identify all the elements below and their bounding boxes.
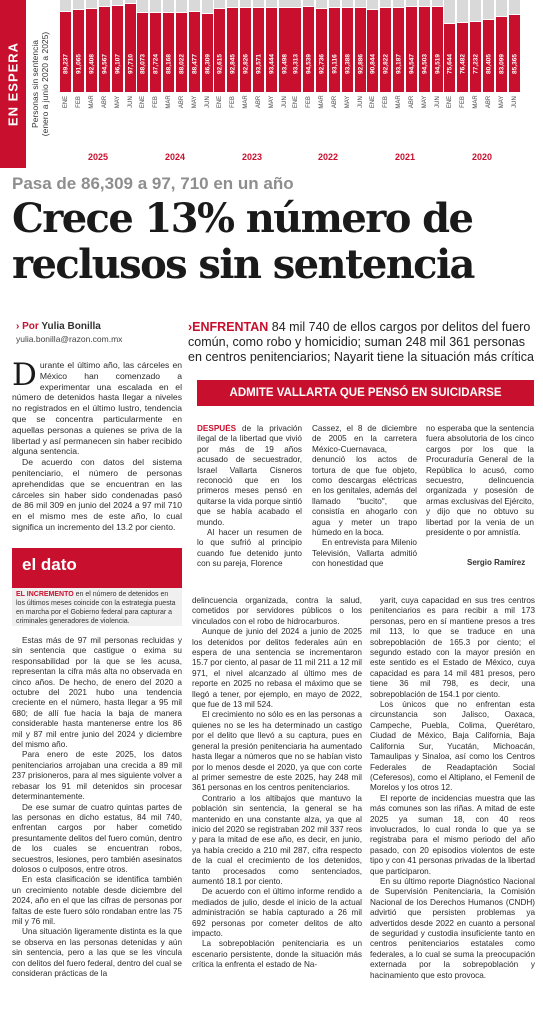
kicker: Pasa de 86,309 a 97, 710 en un año: [12, 174, 294, 193]
pull-bar: ADMITE VALLARTA QUE PENSÓ EN SUICIDARSE: [197, 380, 534, 406]
value-label-text: 96,107: [114, 54, 121, 74]
bar-bg: [279, 0, 290, 7]
value-label-text: 91,065: [75, 54, 82, 74]
sidebar-col-2: [312, 424, 417, 594]
month-label-text: JUN: [511, 96, 518, 108]
deck-lead: ›ENFRENTAN: [188, 320, 269, 334]
c1-paragraph: Para enero de este 2025, los datos penitenciarios arrojaban una crecida a 89 mil 237 prisioneros, para al mes siguiente volver a rebasar los 91 mil detenidos sin procesar determinantemente.: [12, 750, 182, 802]
value-label: [303, 36, 314, 92]
value-label-text: 89,237: [62, 54, 69, 74]
value-label-text: 94,519: [434, 54, 441, 74]
el-dato-body: en el número de detenidos en los últimos meses coincide con la estrategia puesta en marcha por el Gobierno federal para capturar a criminales generadores de violencia.: [16, 591, 176, 625]
month-label: [444, 94, 455, 110]
month-label-text: JUN: [281, 96, 288, 108]
month-label-text: ABR: [408, 95, 415, 109]
month-label-text: FEB: [382, 96, 389, 108]
value-label: [470, 36, 481, 92]
value-label-text: 85,365: [511, 54, 518, 74]
value-label-text: 87,724: [152, 54, 159, 74]
value-label: [419, 36, 430, 92]
value-label: [176, 36, 187, 92]
year-label: 2021: [394, 152, 416, 162]
value-label-text: 77,232: [472, 54, 479, 74]
el-dato-text: [12, 588, 182, 626]
value-label-text: 86,309: [204, 54, 211, 74]
c4a-paragraph: no esperaba que la sentencia fuera absolutoria de los cinco cargos por los que la Procuraduría General de la República lo acusó, como secuestro, delincuencia organizada y posesión de armas exclusivas del Ejército, y dijo que no obtuvo su libertad por la venia de un presidente o por amnistía.: [426, 424, 534, 538]
value-label: [406, 36, 417, 92]
lead-p1: urante el último año, las cárceles en México han comenzado a experimentar una escalada en el número de detenidos hasta llegar a niveles no registrados en el último lustro, tendencia que se concentra particularmente en aquellas personas a quienes se priva de la libertad y así permanecen sin haber recibido alguna sentencia.: [12, 360, 182, 457]
value-label-text: 76,482: [459, 54, 466, 74]
month-label: [303, 94, 314, 110]
month-label: [406, 94, 417, 110]
el-dato-box: [12, 548, 182, 588]
value-label: [316, 36, 327, 92]
c1-paragraph: De ese sumar de cuatro quintas partes de las personas en dicho estatus, 84 mil 740, enfrentan cargos por haber cometido presuntamente delitos del fuero común, dentro de los cuales se encuentran robos, secuestros, lesiones, pero también asesinatos dolosos o culposos, entre otros.: [12, 802, 182, 874]
month-label-text: ENE: [446, 95, 453, 109]
month-label: [290, 94, 301, 110]
month-label-text: FEB: [229, 96, 236, 108]
month-label-text: JUN: [204, 96, 211, 108]
year-label: 2020: [471, 152, 493, 162]
bar-bg: [163, 0, 174, 12]
value-label: [483, 36, 494, 92]
month-label: [73, 94, 84, 110]
month-label-text: ABR: [178, 95, 185, 109]
c1-paragraph: Estas más de 97 mil personas recluidas y sin sentencia que castigue o exima su responsabilidad por la que se les acusa, representan la cifra más alta no observada en cinco años. De hecho, de enero del 2020 a octubre del 2021 hubo una tendencia creciente en el número, hasta llegar a 95 mil 680; de allí fue hacia la baja de manera considerable hasta mantenerse entre los 86 mil y 87 mil entre junio del 2024 y diciembre del mismo año.: [12, 636, 182, 750]
deck-text: 84 mil 740 de ellos cargos por delitos del fuero común, como robo y homicidio; suman 248 mil 361 personas en centros penitenciarios; Nayarit tiene la situación más crítica: [188, 320, 534, 364]
month-label-text: JUN: [434, 96, 441, 108]
c1-paragraph: En esta clasificación se identifica también un crecimiento notable desde diciembre del 2024, año en el que las cifras de personas por faltas de este fuero sólo rondaban entre las 75 mil y 76 mil.: [12, 875, 182, 926]
value-label: [86, 36, 97, 92]
value-label-text: 94,503: [421, 54, 428, 74]
bar-bg: [137, 0, 148, 12]
month-label: [227, 94, 238, 110]
c3a-paragraph: En entrevista para Milenio Televisión, Vallarta admitió con honestidad que: [312, 538, 417, 569]
month-label-text: MAR: [242, 95, 249, 109]
value-label: [253, 36, 264, 92]
month-label-text: JUN: [357, 96, 364, 108]
bar-bg: [99, 0, 110, 6]
value-label: [60, 36, 71, 92]
bar-bg: [367, 0, 378, 9]
month-label-text: ENE: [216, 95, 223, 109]
byline-email[interactable]: yulia.bonilla@razon.com.mx: [16, 334, 123, 344]
dropcap: D: [12, 360, 37, 393]
bar-bg: [60, 0, 71, 11]
value-label-text: 94,547: [408, 54, 415, 74]
month-label: [419, 94, 430, 110]
bar-bg: [380, 0, 391, 7]
month-label-text: MAY: [191, 95, 198, 109]
c2-paragraph: La sobrepoblación penitenciaria es un escenario persistente, donde la situación más crítica la enfrenta el estado de Na-: [192, 939, 362, 970]
value-label: [367, 36, 378, 92]
month-label: [137, 94, 148, 110]
month-label: [202, 94, 213, 110]
month-label: [342, 94, 353, 110]
month-label: [509, 94, 520, 110]
value-label-text: 93,388: [344, 54, 351, 74]
c3a-paragraph: Cassez, el 8 de diciembre de 2005 en la carretera México-Cuernavaca, denunció los actos de tortura de que fue objeto, como descargas eléctricas en los genitales, además del llamado "bucito", que consistía en ahogarlo con agua y meter un trapo húmedo en la boca.: [312, 424, 417, 538]
month-label-text: MAY: [114, 95, 121, 109]
bar-bg: [189, 0, 200, 11]
month-label: [150, 94, 161, 110]
month-label-text: ENE: [292, 95, 299, 109]
value-label: [240, 36, 251, 92]
value-label-text: 93,187: [395, 54, 402, 74]
value-label-text: 93,444: [268, 54, 275, 74]
bar-bg: [253, 0, 264, 7]
body-col-1: [12, 636, 182, 1024]
month-label: [189, 94, 200, 110]
month-label-text: MAY: [498, 95, 505, 109]
byline-name: Yulia Bonilla: [41, 321, 101, 332]
month-label: [393, 94, 404, 110]
month-label-text: FEB: [305, 96, 312, 108]
bar-bg: [470, 0, 481, 21]
value-label-text: 92,408: [88, 54, 95, 74]
value-label: [73, 36, 84, 92]
month-label: [380, 94, 391, 110]
c2a-paragraph: Al hacer un resumen de lo que sufrió al principio cuando fue detenido junto con su pareja, Florence: [197, 528, 302, 569]
bar-bg: [290, 0, 301, 7]
month-label-text: MAY: [268, 95, 275, 109]
value-label-text: 92,736: [318, 54, 325, 74]
month-label-text: ABR: [485, 95, 492, 109]
bar-bg: [150, 0, 161, 12]
bar-bg: [214, 0, 225, 8]
month-label: [99, 94, 110, 110]
value-label: [342, 36, 353, 92]
value-label: [432, 36, 443, 92]
month-label: [355, 94, 366, 110]
month-label-text: MAY: [344, 95, 351, 109]
month-label-text: ENE: [62, 95, 69, 109]
value-label-text: 80,405: [485, 54, 492, 74]
bar-bg: [393, 0, 404, 7]
body-col-3: [370, 596, 535, 1024]
month-label-text: MAY: [421, 95, 428, 109]
bar-bg: [432, 0, 443, 6]
year-label: 2022: [317, 152, 339, 162]
month-label: [316, 94, 327, 110]
bar-bg: [406, 0, 417, 6]
value-label: [150, 36, 161, 92]
value-label: [380, 36, 391, 92]
bar-bg: [483, 0, 494, 19]
bar-bg: [303, 0, 314, 6]
month-label-text: MAR: [88, 95, 95, 109]
value-label: [112, 36, 123, 92]
chart-subtitle-text: (enero a junio 2020 a 2025): [40, 31, 50, 137]
c2-paragraph: De acuerdo con el último informe rendido a mediados de julio, desde el inicio de la actual administración se había capturado a 26 mil 692 personas por cometer delitos de alto impacto.: [192, 887, 362, 938]
month-label-text: ABR: [101, 95, 108, 109]
byline: [16, 321, 101, 332]
headline: Crece 13% número de reclusos sin sentencia: [12, 195, 474, 288]
value-label: [444, 36, 455, 92]
value-label: [393, 36, 404, 92]
value-label-text: 92,822: [382, 54, 389, 74]
value-label: [99, 36, 110, 92]
bar-bg: [509, 0, 520, 14]
month-label: [483, 94, 494, 110]
c3-paragraph: Los únicos que no enfrentan esta circunstancia son Jalisco, Oaxaca, Campeche, Puebla, Colima, Querétaro, Ciudad de México, Baja California, Baja California Sur, Yucatán, Michoacán, Tamaulipas y Sinaloa, así como los Centros Federales de Readaptación Social (Ceferesos), como el Altiplano, el Femenil de Morelos y los otros 12.: [370, 700, 535, 793]
bar-bg: [496, 0, 507, 16]
month-label: [112, 94, 123, 110]
el-dato-lead: EL INCREMENTO: [16, 591, 74, 598]
month-label: [60, 94, 71, 110]
month-label-text: MAR: [472, 95, 479, 109]
value-label-text: 93,571: [255, 54, 262, 74]
month-label-text: FEB: [75, 96, 82, 108]
month-label: [240, 94, 251, 110]
value-label-text: 92,615: [216, 54, 223, 74]
value-label-text: 93,498: [281, 54, 288, 74]
value-label-text: 94,567: [101, 54, 108, 74]
body-col-2: [192, 596, 362, 1024]
month-label: [496, 94, 507, 110]
month-label-text: MAR: [318, 95, 325, 109]
c3-paragraph: En su último reporte Diagnóstico Nacional de Supervisión Penitenciaria, la Comisión Nacional de los Derechos Humanos (CNDH) advirtió que persisten problemas ya advertidos desde 2022 en cuanto a personal de seguridad y custodia insuficiente tanto en centros penitenciarios estatales como federales, a lo cual se suma la preocupación externada por la sobrepoblación y hacinamiento que esto provoca.: [370, 876, 535, 980]
month-label: [176, 94, 187, 110]
value-label-text: 94,539: [305, 54, 312, 74]
bar-bg: [316, 0, 327, 8]
byline-prefix: › Por: [16, 321, 39, 332]
month-label: [86, 94, 97, 110]
value-label: [496, 36, 507, 92]
value-label: [329, 36, 340, 92]
value-label: [457, 36, 468, 92]
value-label-text: 92,826: [242, 54, 249, 74]
value-label: [214, 36, 225, 92]
value-label: [189, 36, 200, 92]
bar-bg: [125, 0, 136, 3]
bar-bg: [329, 0, 340, 7]
value-label-text: 88,477: [191, 54, 198, 74]
value-label-text: 93,116: [331, 54, 338, 74]
bar-bg: [355, 0, 366, 7]
value-label: [125, 36, 136, 92]
signature: Sergio Ramírez: [467, 558, 526, 567]
c1-paragraph: Una situación ligeramente distinta es la que se observa en las personas detenidas y aún sin sentencia, pero a las que se les vincula con delitos del fuero federal, dentro del cual se consideran prácticas de la: [12, 927, 182, 978]
bar-bg: [73, 0, 84, 9]
value-label-text: 88,073: [139, 54, 146, 74]
month-label-text: ENE: [369, 95, 376, 109]
month-label: [253, 94, 264, 110]
year-label: 2023: [241, 152, 263, 162]
value-label: [266, 36, 277, 92]
month-label-text: MAR: [165, 95, 172, 109]
month-label-text: MAR: [395, 95, 402, 109]
value-label: [279, 36, 290, 92]
value-label-text: 83,099: [498, 54, 505, 74]
value-label-text: 92,886: [357, 54, 364, 74]
month-label: [279, 94, 290, 110]
value-label: [355, 36, 366, 92]
bar-bg: [202, 0, 213, 13]
month-label: [214, 94, 225, 110]
value-label: [202, 36, 213, 92]
lead-text: [12, 360, 182, 550]
month-label-text: ABR: [331, 95, 338, 109]
deck: [188, 320, 538, 365]
tag-text: EN ESPERA: [5, 41, 21, 127]
bar-bg: [419, 0, 430, 6]
chart-title-text: Personas sin sentencia: [30, 40, 40, 128]
bar-bg: [457, 0, 468, 22]
value-label-text: 88,168: [165, 54, 172, 74]
value-label: [227, 36, 238, 92]
c2-paragraph: Aunque de junio del 2024 a junio de 2025 los detenidos por delitos federales aún en espera de una sentencia se incrementaron 15.7 por ciento, al pasar de 11 mil 211 a 12 mil 971, el nivel alcanzado al último mes de reporte en 2025 no rebasa el máximo que se llegó a tener, por ejemplo, en mayo de 2022, que fue de 13 mil 524.: [192, 627, 362, 710]
bar-bg: [227, 0, 238, 7]
year-label: 2024: [164, 152, 186, 162]
c3-paragraph: yarit, cuya capacidad en sus tres centros penitenciarios es para recibir a mil 173 personas, pero en sí mantiene presos a tres mil 113, lo que se traduce en una sobrepoblación de 165.3 por ciento; el segundo estado con la mayor presión en este sentido es el Estado de México, cuya capacidad es para 14 mil 481 presos, pero tiene 36 mil 798, es decir, una sobrepoblación de 154.1 por ciento.: [370, 596, 535, 699]
month-label: [125, 94, 136, 110]
month-label: [367, 94, 378, 110]
bar-bg: [86, 0, 97, 8]
c2a-paragraph: DESPUÉS de la privación ilegal de la libertad que vivió por más de 19 años acusado de secuestrador, Israel Vallarta Cisneros reconoció que en los primeros meses pensó en quitarse la vida porque sintió que se había acabado el mundo.: [197, 424, 302, 527]
month-label-text: ABR: [255, 95, 262, 109]
c2-paragraph: El crecimiento no sólo es en las personas a quienes no se les ha determinado un castigo por el delito que llevó a su captura, pues en general la presión penitenciaria ha aumentado hasta llegar a números que no se habían visto por lo menos desde el 2020, ya que con corte al primer semestre de este 2025, hay 248 mil 361 personas en los centros penitenciarios.: [192, 710, 362, 793]
c3-paragraph: El reporte de incidencias muestra que las más comunes son las riñas. A mitad de este 2025 ya suman 18, con 40 reos involucrados, lo cual ronda lo que ya se registraba para el mismo periodo del año pasado, con 20 episodios violentos de este tipo y con 41 personas privadas de la libertad que participaron.: [370, 793, 535, 876]
lead-p2: De acuerdo con datos del sistema penitenciario, el número de personas aprehendidas que se encuentran en las cárceles sin haber sido condenadas pasó de 86 mil 309 en junio del 2024 a 97 mil 710 en el mismo mes de este año, lo cual significa un incremento del 13.2 por ciento.: [12, 457, 182, 532]
month-label-text: JUN: [127, 96, 134, 108]
value-label-text: 97,710: [127, 54, 134, 74]
chart-band: [0, 0, 543, 168]
value-label-text: 88,022: [178, 54, 185, 74]
month-label: [470, 94, 481, 110]
value-label-text: 90,844: [369, 54, 376, 74]
value-label: [137, 36, 148, 92]
month-label: [329, 94, 340, 110]
value-label: [509, 36, 520, 92]
sidebar-col-1: [197, 424, 302, 594]
bar-bg: [342, 0, 353, 7]
month-label: [163, 94, 174, 110]
c2-paragraph: delincuencia organizada, contra la salud, cometidos por servidores públicos o los vinculados con el robo de hidrocarburos.: [192, 596, 362, 626]
month-label: [266, 94, 277, 110]
el-dato-label: el dato: [22, 555, 77, 574]
month-label-text: FEB: [152, 96, 159, 108]
bar-bg: [444, 0, 455, 23]
value-label-text: 92,845: [229, 54, 236, 74]
value-label: [290, 36, 301, 92]
month-label-text: FEB: [459, 96, 466, 108]
bar-bg: [112, 0, 123, 5]
value-label-text: 93,313: [292, 54, 299, 74]
bar-bg: [240, 0, 251, 7]
year-label: 2025: [87, 152, 109, 162]
bar-bg: [176, 0, 187, 12]
sidebar-col-3: [426, 424, 534, 554]
value-label: [163, 36, 174, 92]
month-label: [432, 94, 443, 110]
value-label-text: 75,644: [446, 54, 453, 74]
bar-bg: [266, 0, 277, 7]
c2-paragraph: Contrario a los altibajos que mantuvo la población sin sentencia, la general se ha mantenido en una constante alza, ya que al inicio del 2020 se registraban 202 mil 337 reos y para la mitad de ese año, es decir, en junio, ya había crecido a 210 mil 287, cifra respecto de la cual el crecimiento de los detenidos, tanto procesados como sentenciados, aumentó 18.1 por ciento.: [192, 793, 362, 886]
month-label: [457, 94, 468, 110]
month-label-text: ENE: [139, 95, 146, 109]
